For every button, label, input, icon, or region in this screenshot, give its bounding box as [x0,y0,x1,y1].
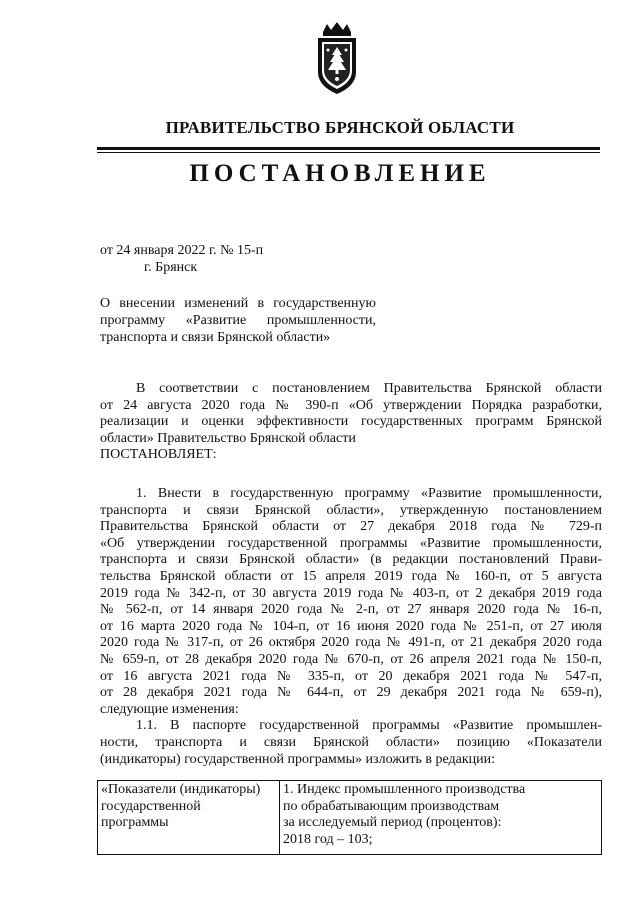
text-line: от 24 августа 2020 года № 390-п «Об утверждении Порядка разработки, [100,397,602,413]
text-line: 1.1. В паспорте государственной программы «Развитие промышлен- [136,718,602,734]
text-line: от 16 марта 2020 года № 104-п, от 16 июня 2020 года № 251-п, от 27 июля [100,618,602,634]
cell-line: по обрабатывающим производствам [283,798,500,814]
table-cell-value [280,781,602,855]
cell-line: за исследуемый период (процентов): [283,815,502,831]
text-line: области» Правительство Брянской области [100,430,356,446]
text-line: от 28 декабря 2021 года № 644-п, от 29 декабря 2021 года № 659-п), [100,685,602,701]
text-line: транспорта и связи Брянской области», утвержденную постановлением [100,502,602,518]
program-indicators-table [97,780,602,855]
subject-line: транспорта и связи Брянской области» [100,330,331,345]
header-rule-thin [97,152,600,153]
document-subject [100,295,376,346]
text-line: (индикаторы) государственной программы» изложить в редакции: [100,751,496,767]
text-line: Правительства Брянской области от 27 декабря 2018 года № 729-п [100,519,602,535]
text-line: ПОСТАНОВЛЯЕТ: [100,447,217,463]
text-line: следующие изменения: [100,701,239,717]
text-line: 2019 года № 342-п, от 30 августа 2019 года № 403-п, от 2 декабря 2019 года [100,585,602,601]
date-number: от 24 января 2022 г. № 15-п [100,243,264,258]
table-row [98,781,602,855]
subject-line: О внесении изменений в государственную [100,296,376,311]
cell-line: программы [101,815,169,831]
document-type-title: ПОСТАНОВЛЕНИЕ [189,160,491,187]
city: г. Брянск [144,260,198,275]
text-line: ности, транспорта и связи Брянской области» позицию «Показатели [100,734,602,750]
text-line: № 562-п, от 14 января 2020 года № 2-п, от 27 января 2020 года № 16-п, [100,602,602,618]
subject-line: программу «Развитие промышленности, [100,313,376,328]
text-line: от 16 августа 2021 года № 335-п, от 20 декабря 2021 года № 547-п, [100,668,602,684]
government-name: ПРАВИТЕЛЬСТВО БРЯНСКОЙ ОБЛАСТИ [165,118,515,137]
text-line: № 659-п, от 28 декабря 2020 года № 670-п, от 26 апреля 2021 года № 150-п, [100,651,602,667]
text-line: «Об утверждении государственной программы «Развитие промышленности, [100,535,602,551]
text-line: 2020 года № 317-п, от 26 октября 2020 года № 491-п, от 21 декабря 2020 года [100,635,602,651]
header-rule-thick [97,147,600,150]
cell-line: 2018 год – 103; [283,831,373,847]
text-line: В соответствии с постановлением Правительства Брянской области [136,381,602,396]
cell-line: 1. Индекс промышленного производства [283,782,526,797]
coat-of-arms-icon [315,20,359,96]
paragraph-preamble [100,381,602,464]
cell-line: государственной [101,798,201,814]
paragraph-item-1 [100,486,602,768]
cell-line: «Показатели (индикаторы) [101,782,261,797]
text-line: тельства Брянской области от 15 апреля 2019 года № 160-п, от 5 августа [100,568,602,584]
text-line: 1. Внести в государственную программу «Развитие промышленности, [136,486,602,501]
table-cell-label [98,781,280,855]
text-line: транспорта и связи Брянской области» (в редакции постановлений Прави- [100,552,602,568]
text-line: реализации и оценки эффективности государственных программ Брянской [100,414,602,430]
